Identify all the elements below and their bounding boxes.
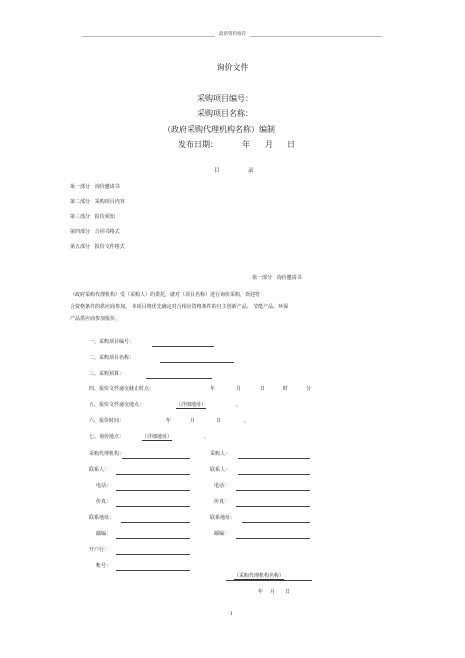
- field-blank: [146, 378, 212, 379]
- left-contact-label: 联系地址：: [89, 515, 115, 521]
- sign-day: 日: [285, 589, 291, 595]
- quote-day: 日: [216, 418, 222, 424]
- field-blank: [116, 490, 190, 491]
- field-blank: [116, 506, 190, 507]
- signature-rule: [226, 580, 312, 581]
- toc-title-b: 录: [248, 168, 254, 174]
- page-number: 1: [230, 612, 233, 617]
- quote-period: 。: [244, 418, 250, 424]
- deadline-minute: 分: [306, 386, 312, 392]
- sign-year: 年: [258, 589, 264, 595]
- release-year: 年: [242, 140, 250, 149]
- toc-item: 第二部分 采购项目内容: [70, 199, 125, 205]
- field-blank: [238, 474, 310, 475]
- toc-item: 第四部分 合同书格式: [70, 229, 120, 235]
- left-contact-label: 传真：: [96, 499, 112, 505]
- release-date-label: 发布日期：: [178, 140, 218, 149]
- project-name-label: 采购项目名称：: [197, 109, 253, 118]
- deadline-hour: 时: [283, 386, 289, 392]
- left-contact-label: 采购代理机构：: [89, 451, 125, 457]
- header-banner: 最新资料推荐: [0, 31, 465, 37]
- release-month: 月: [265, 140, 273, 149]
- inquiry-comma: ，: [204, 434, 210, 440]
- quote-year: 年: [166, 418, 172, 424]
- field-budget: 三、采购预算：: [89, 371, 125, 377]
- right-contact-label: 电话：: [214, 483, 230, 489]
- deadline-year: 年: [210, 386, 216, 392]
- signature-agency: （采购代理机构名称）: [234, 573, 285, 579]
- field-blank: [116, 570, 190, 571]
- document-title: 询价文件: [216, 63, 249, 72]
- toc-title-a: 目: [214, 168, 220, 174]
- submit-detail-address: （详细地址）: [176, 402, 207, 408]
- field-project-number: 一、采购项目编号：: [89, 339, 135, 345]
- intro-line-3: 产品供应商参加报价。: [70, 316, 121, 322]
- field-blank: [242, 522, 310, 523]
- left-contact-label: 电话：: [96, 483, 112, 489]
- sign-month: 月: [270, 589, 276, 595]
- deadline-month: 月: [236, 386, 242, 392]
- toc-item: 第三部分 报价须知: [70, 214, 115, 220]
- left-contact-label: 邮编：: [96, 531, 112, 537]
- quote-month: 月: [190, 418, 196, 424]
- submit-period: 。: [236, 402, 242, 408]
- right-contact-label: 联系人：: [210, 467, 231, 473]
- field-quote-time: 六、报价时间：: [89, 418, 125, 424]
- bank-label: 开户行：: [89, 547, 110, 553]
- field-blank: [236, 506, 310, 507]
- field-blank: [236, 490, 310, 491]
- section-heading: 第一部分 询价邀请书: [252, 275, 302, 281]
- field-blank: [121, 522, 190, 523]
- field-project-name: 二、采购项目名称：: [89, 355, 135, 361]
- inquiry-detail-address: （详细地址）: [142, 434, 173, 440]
- toc-item: 第五部分 报价文件格式: [70, 244, 125, 250]
- intro-line-1: （政府采购代理机构）受（采购人）的委托，就对（项目名称）进行询价采购，欢迎符: [70, 292, 261, 298]
- left-contact-label: 联系人：: [89, 467, 110, 473]
- deadline-day: 日: [260, 386, 266, 392]
- right-contact-label: 联系地址：: [210, 515, 236, 521]
- right-contact-label: 邮编：: [214, 531, 230, 537]
- field-blank: [116, 474, 190, 475]
- field-blank: [236, 538, 310, 539]
- field-blank: [122, 458, 190, 459]
- release-day: 日: [287, 140, 295, 149]
- project-number-label: 采购项目编号：: [197, 94, 253, 103]
- field-blank: [152, 346, 214, 347]
- account-label: 帐号：: [96, 563, 112, 569]
- toc-item: 第一部分 询价邀请书: [70, 184, 120, 190]
- agency-compiled: （政府采购代理机构名称）编制: [163, 125, 275, 134]
- right-contact-label: 采购人：: [210, 451, 231, 457]
- right-contact-label: 传真：: [214, 499, 230, 505]
- field-inquiry-location: 七、询价地点：: [89, 434, 125, 440]
- field-blank: [116, 538, 190, 539]
- field-blank: [238, 458, 310, 459]
- field-blank: [116, 554, 190, 555]
- intro-line-2: 合资格条件的供应商参加。 本项目将优先确定对合相应资格条件的自主创新产品、 节能产品、环保: [70, 304, 289, 310]
- field-submit-location: 五、报价文件递交地点：: [89, 402, 145, 408]
- field-deadline: 四、报价文件递交截止时点：: [89, 386, 155, 392]
- field-blank: [160, 362, 234, 363]
